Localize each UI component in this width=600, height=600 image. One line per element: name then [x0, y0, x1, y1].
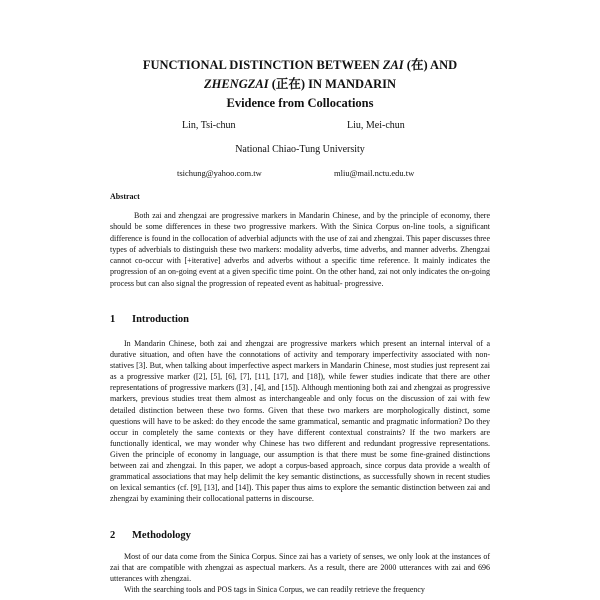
title-term-zai: ZAI — [382, 58, 404, 72]
section-number: 2 — [110, 530, 116, 541]
title-line2-rest: (正在) IN MANDARIN — [268, 77, 396, 91]
section-title: Methodology — [132, 530, 191, 541]
title-term-zhengzai: ZHENGZAI — [203, 77, 269, 91]
methodology-body — [110, 551, 490, 595]
section-heading-methodology — [110, 530, 191, 541]
paragraph: With the searching tools and POS tags in Sinica Corpus, we can readily retrieve the frequency — [124, 585, 425, 595]
paragraph: Most of our data come from the Sinica Corpus. Since zai has a variety of senses, we only look at the instances of zai that are compatible with zhengzai as aspectual markers. As a result, there are 2000 utterances with zai and 696 utterances with zhengzai. — [110, 552, 490, 584]
section-title: Introduction — [132, 314, 189, 325]
paragraph: In Mandarin Chinese, both zai and zhengzai are progressive markers which present an internal interval of a durative situation, and often have the connotations of activity and temporary imperfectivity associated with non-statives [3]. But, when talking about imperfective aspect markers in Mandarin Chinese, most studies just represent zai as a progressive marker ([2], [5], [6], [7], [11], [17], and [18]), while fewer studies indicate that there are other representations of progressive markers ([3] , [4], and [15]). Although mentioning both zai and zhengzai as progressive markers, previous studies treat them almost as interchangeable and only focus on the discussion of zai with few detailed distinction between these two forms. Given that these two markers are morphologically distinct, some questions will have to be asked: do they encode the same grammatical, semantic and pragmatic information? Do they occur in completely the same contexts or they have different contextual constraints? If the two markers are functionally identical, we may wonder why Chinese has two different and redundant progressive representations. Given the principle of economy in language, our assumption is that there must be some fine-grained distinctions between zai and zhengzai. In this paper, we adopt a corpus-based approach, since corpus data provide a wealth of grammatical associations that may help delimit the key semantic distinctions, as successfully shown in recent studies on lexical semantics (cf. [9], [13], and [14]). This paper thus aims to explore the semantic distinction between zai and zhengzai by examining their collocational patterns in discourse. — [110, 339, 490, 504]
author-name-1: Lin, Tsi-chun — [182, 120, 236, 131]
author-email-2: mliu@mail.nctu.edu.tw — [334, 168, 415, 178]
paper-subtitle: Evidence from Collocations — [226, 96, 374, 110]
abstract-heading: Abstract — [110, 192, 140, 201]
introduction-body — [110, 338, 490, 504]
abstract-body: Both zai and zhengzai are progressive markers in Mandarin Chinese, and by the principle of economy, there should be some differences in these two progressive markers. With the Sinica Corpus on-line tools, a significant difference is found in the collocation of adverbial adjuncts with the use of zai and zhengzai. This paper discusses three types of adverbials to distinguish these two markers: modality adverbs, time adverbs, and manner adverbs. Zhengzai cannot co-occur with [+iterative] adverbs and adverbs without a specific time reference. It mainly indicates the progression of an on-going event at a given specific time point. On the other hand, zai not only indicates the on-going process but can also signal the progression of repeated event as habitual- progressive. — [110, 211, 490, 288]
affiliation: National Chiao-Tung University — [235, 144, 365, 155]
paper-title — [100, 56, 500, 113]
title-line1-han: (在) AND — [403, 58, 458, 72]
section-number: 1 — [110, 314, 116, 325]
section-heading-introduction — [110, 314, 189, 325]
author-name-2: Liu, Mei-chun — [347, 120, 405, 131]
abstract-text — [110, 210, 490, 289]
author-email-1: tsichung@yahoo.com.tw — [177, 168, 262, 178]
title-line1-prefix: FUNCTIONAL DISTINCTION BETWEEN — [142, 58, 383, 72]
